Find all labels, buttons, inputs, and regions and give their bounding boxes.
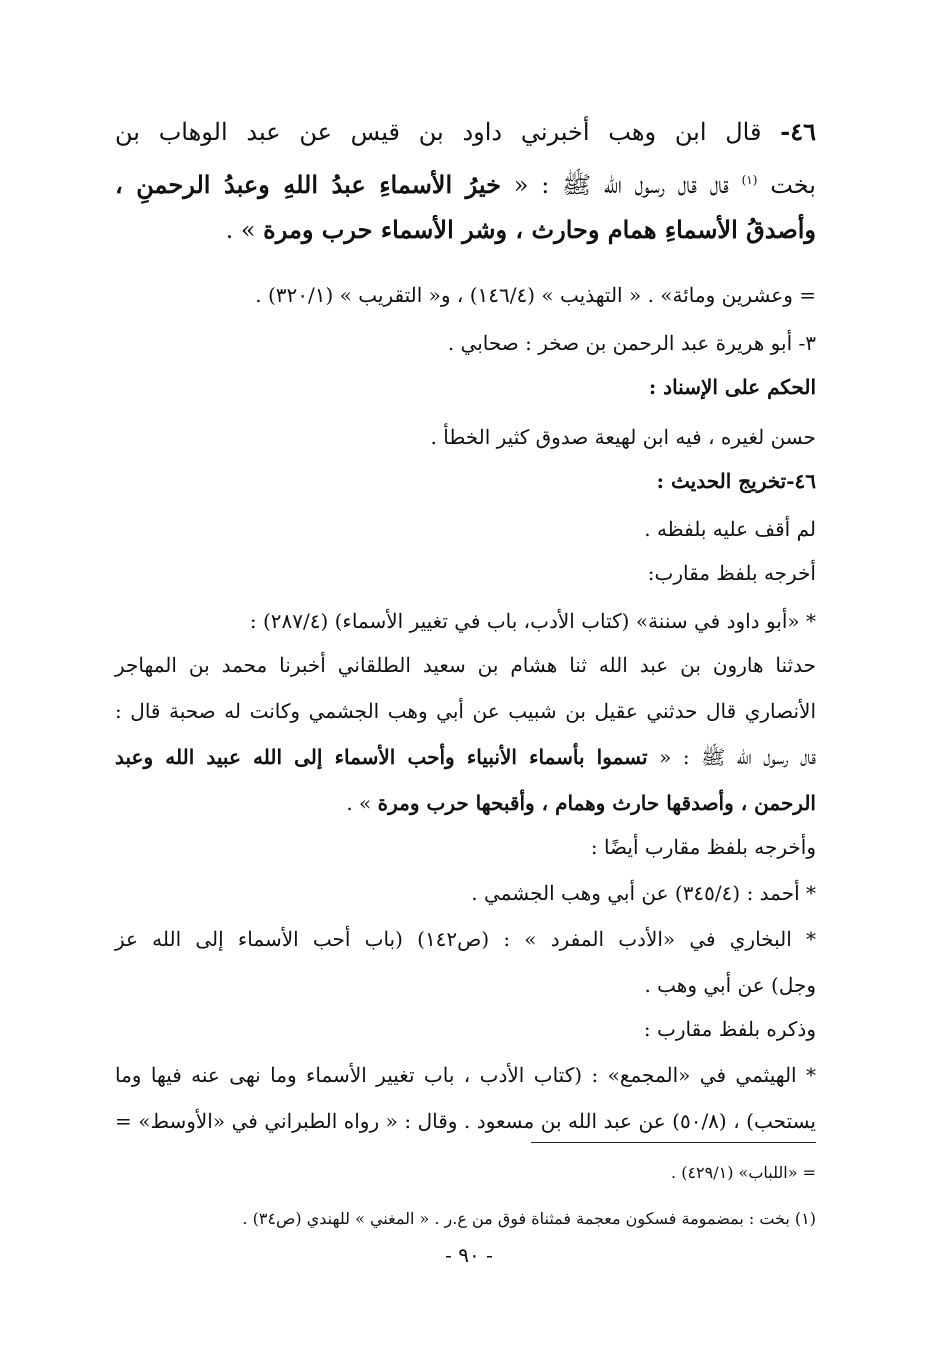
hadith-quote: الرحمن ، وأصدقها حارث وهمام ، وأقبحها حرب ومرة	[377, 791, 816, 815]
footnote-divider	[531, 1142, 816, 1143]
body-line: الأنصاري قال حدثني عقيل بن شبيب عن أبي وهب الجشمي وكانت له صحبة قال :	[115, 699, 816, 723]
body-line: لم أقف عليه بلفظه .	[644, 517, 816, 541]
body-line: وأخرجه بلفظ مقارب أيضًا :	[590, 835, 816, 859]
hadith-text: قال ابن وهب أخبرني داود بن قيس عن عبد الوهاب بن	[115, 118, 762, 146]
section-heading: الحكم على الإسناد :	[648, 375, 816, 399]
hadith-number: ٤٦-	[780, 117, 816, 146]
body-line: ٣- أبو هريرة عبد الرحمن بن صخر : صحابي .	[447, 331, 816, 355]
body-line: حدثنا هارون بن عبد الله ثنا هشام بن سعيد الطلقاني أخبرنا محمد بن المهاجر	[115, 653, 816, 677]
body-line: وجل) عن أبي وهب .	[644, 973, 816, 997]
footnote-line: (١) بخت : بمضمومة فسكون معجمة فمثناة فوق من ع.ر . « المغني » للهندي (ص٣٤) .	[242, 1209, 816, 1228]
body-line: * الهيثمي في «المجمع» : (كتاب الأدب ، باب تغيير الأسماء وما نهى عنه فيها وما	[115, 1063, 817, 1087]
hadith-text: قال قال رسول الله ﷺ : «	[513, 171, 729, 199]
body-line: وذكره بلفظ مقارب :	[643, 1017, 816, 1041]
body-line: أخرجه بلفظ مقارب:	[647, 561, 816, 585]
page-number: - ٩٠ -	[445, 1243, 493, 1267]
body-line: * البخاري في «الأدب المفرد » : (ص١٤٢) (باب أحب الأسماء إلى الله عز	[115, 927, 816, 951]
body-text: » .	[346, 791, 372, 815]
hadith-line-1	[115, 112, 816, 152]
footnote-line: = «اللباب» (٤٢٩/١) .	[671, 1163, 816, 1182]
body-line: حسن لغيره ، فيه ابن لهيعة صدوق كثير الخطأ .	[430, 425, 816, 449]
body-line: يستحب) ، (٥٠/٨) عن عبد الله بن مسعود . وقال : « رواه الطبراني في «الأوسط» =	[115, 1109, 816, 1133]
hadith-quote: وأصدقُ الأسماءِ همام وحارث ، وشر الأسماء حرب ومرة	[263, 215, 816, 244]
body-line	[346, 786, 816, 820]
section-heading: ٤٦-تخريج الحديث :	[656, 469, 816, 493]
body-line: = وعشرين ومائة» . « التهذيب » (١٤٦/٤) ، و« التقريب » (٣٢٠/١) .	[255, 283, 816, 307]
hadith-line-3	[226, 210, 816, 250]
hadith-text: بخت	[770, 171, 816, 199]
hadith-text: » .	[225, 216, 256, 244]
body-line	[115, 740, 816, 774]
body-line: * أحمد : (٣٤٥/٤) عن أبي وهب الجشمي .	[471, 881, 816, 905]
hadith-line-2	[115, 160, 816, 205]
body-line: * «أبو داود في سننة» (كتاب الأدب، باب في تغيير الأسماء) (٢٨٧/٤) :	[249, 609, 816, 633]
footnote-ref: (١)	[741, 173, 758, 187]
hadith-quote: خيرُ الأسماءِ عبدُ اللهِ وعبدُ الرحمنِ ،	[115, 170, 501, 199]
hadith-quote: تسموا بأسماء الأنبياء وأحب الأسماء إلى الله عبيد الله وعبد	[115, 745, 648, 769]
body-text: قال رسول الله ﷺ : «	[659, 745, 817, 769]
